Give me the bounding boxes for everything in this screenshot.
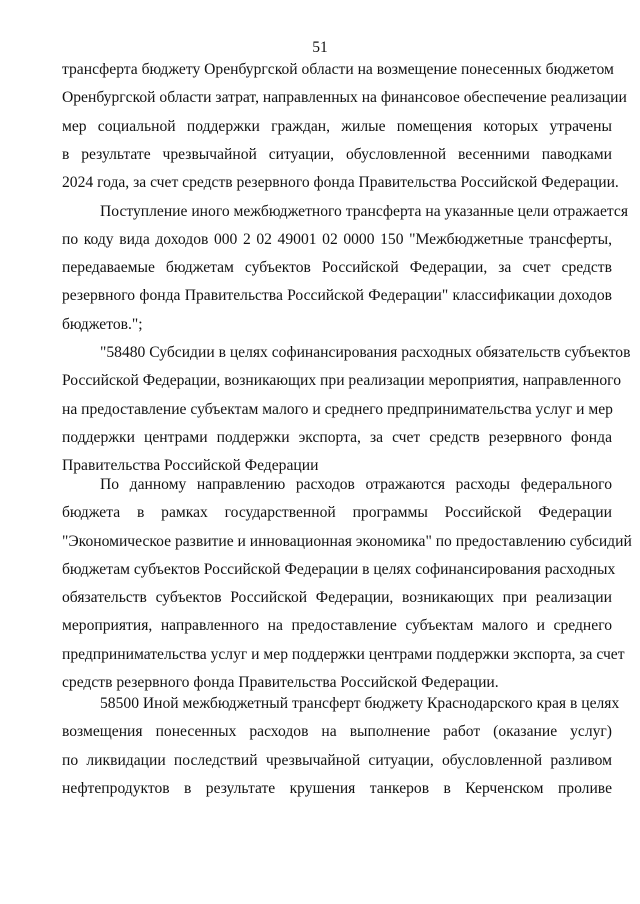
- text-line: по ликвидации последствий чрезвычайной ситуации, обусловленной разливом: [62, 751, 612, 769]
- text-line: "58480 Субсидии в целях софинансирования расходных обязательств субъектов: [100, 344, 631, 361]
- text-line: мероприятия, направленного на предоставление субъектам малого и среднего: [62, 617, 612, 635]
- text-line: по коду вида доходов 000 2 02 49001 02 0000 150 "Межбюджетные трансферты,: [62, 230, 612, 248]
- paragraph-income-code: [62, 198, 628, 339]
- text-line: резервного фонда Правительства Российской Федерации" классификации доходов: [62, 287, 612, 305]
- text-line: По данному направлению расходов отражаются расходы федерального: [100, 476, 612, 493]
- text-line: средств резервного фонда Правительства Российской Федерации.: [62, 674, 499, 692]
- text-line: возмещения понесенных расходов на выполнение работ (оказание услуг): [62, 723, 612, 741]
- text-line: обязательств субъектов Российской Федерации, возникающих при реализации: [62, 589, 612, 607]
- text-line: передаваемые бюджетам субъектов Российской Федерации, за счет средств: [62, 259, 612, 277]
- text-line: 2024 года, за счет средств резервного фонда Правительства Российской Федерации.: [62, 174, 619, 192]
- paragraph-transfer-orenburg: [62, 56, 627, 197]
- text-line: бюджетов.";: [62, 315, 143, 333]
- text-line: "Экономическое развитие и инновационная экономика" по предоставлению субсидий: [62, 532, 632, 550]
- text-line: Оренбургской области затрат, направленных на финансовое обеспечение реализации: [62, 89, 627, 107]
- text-line: предпринимательства услуг и мер поддержки центрами поддержки экспорта, за счет: [62, 645, 625, 663]
- text-line: бюджета в рамках государственной программы Российской Федерации: [62, 504, 612, 522]
- text-line: Правительства Российской Федерации: [62, 457, 319, 475]
- text-line: нефтепродуктов в результате крушения танкеров в Керченском проливе: [62, 779, 612, 797]
- text-line: мер социальной поддержки граждан, жилые помещения которых утрачены: [62, 117, 612, 135]
- paragraph-58500-title: [62, 690, 620, 803]
- text-line: поддержки центрами поддержки экспорта, за счет средств резервного фонда: [62, 428, 612, 446]
- text-line: 58500 Иной межбюджетный трансферт бюджету Краснодарского края в целях: [100, 695, 620, 712]
- text-line: на предоставление субъектам малого и среднего предпринимательства услуг и мер: [62, 400, 613, 418]
- paragraph-58480-title: [62, 339, 631, 480]
- text-line: Российской Федерации, возникающих при реализации мероприятия, направленного: [62, 372, 621, 390]
- text-line: бюджетам субъектов Российской Федерации в целях софинансирования расходных: [62, 560, 616, 578]
- page-number: 51: [312, 39, 328, 56]
- text-line: в результате чрезвычайной ситуации, обусловленной весенними паводками: [62, 145, 612, 163]
- text-line: трансферта бюджету Оренбургской области на возмещение понесенных бюджетом: [62, 61, 614, 78]
- paragraph-58480-description: [62, 471, 632, 697]
- text-line: Поступление иного межбюджетного трансферта на указанные цели отражается: [100, 202, 628, 220]
